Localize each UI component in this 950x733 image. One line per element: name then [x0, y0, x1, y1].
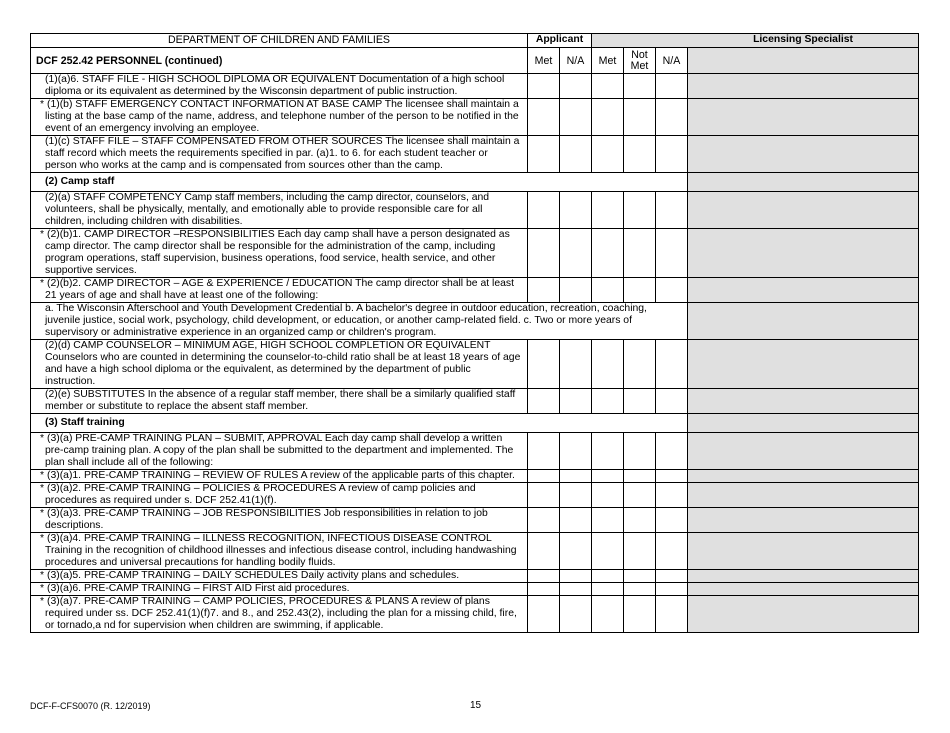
specialist-not-met-box[interactable] [624, 433, 656, 470]
specialist-na-box[interactable] [656, 596, 688, 633]
specialist-na-box[interactable] [656, 508, 688, 533]
section-row [31, 173, 919, 192]
requirement-text: (3)(a)4. PRE-CAMP TRAINING – ILLNESS RECOGNITION, INFECTIOUS DISEASE CONTROL Training in the recognition of childhood illnesses and infectious disease control, including handwashing procedures and universal precautions for handling bodily fluids. [45, 533, 517, 568]
specialist-not-met-box[interactable] [624, 340, 656, 389]
applicant-met-box[interactable] [528, 136, 560, 173]
requirement-text-cell [31, 278, 528, 303]
specialist-na-box[interactable] [656, 583, 688, 596]
note-row [31, 303, 919, 340]
applicant-na-box[interactable] [560, 389, 592, 414]
requirement-text-cell [31, 470, 528, 483]
applicant-na-box[interactable] [560, 483, 592, 508]
specialist-notes-cell[interactable] [688, 483, 919, 508]
applicant-met-box[interactable] [528, 470, 560, 483]
specialist-met-box[interactable] [592, 570, 624, 583]
specialist-not-met-box[interactable] [624, 583, 656, 596]
requirement-row [31, 192, 919, 229]
specialist-na-box[interactable] [656, 99, 688, 136]
specialist-notes-header [688, 48, 919, 74]
applicant-na-box[interactable] [560, 99, 592, 136]
specialist-met-box[interactable] [592, 596, 624, 633]
specialist-notes-cell[interactable] [688, 229, 919, 278]
requirement-row [31, 74, 919, 99]
specialist-not-met-box[interactable] [624, 74, 656, 99]
specialist-met-box[interactable] [592, 99, 624, 136]
specialist-met-box[interactable] [592, 470, 624, 483]
requirement-text: (1)(b) STAFF EMERGENCY CONTACT INFORMATION AT BASE CAMP The licensee shall maintain a listing at the base camp of the name, address, and telephone number of the person to be notified in the event of an emergency involving an employee. [45, 99, 519, 134]
requirement-text: (2)(b)2. CAMP DIRECTOR – AGE & EXPERIENCE / EDUCATION The camp director shall be at least 21 years of age and shall have at least one of the following: [45, 278, 514, 301]
specialist-na-box[interactable] [656, 389, 688, 414]
specialist-met-box[interactable] [592, 533, 624, 570]
specialist-notes-cell[interactable] [688, 74, 919, 99]
specialist-notes-cell[interactable] [688, 340, 919, 389]
specialist-na-box[interactable] [656, 433, 688, 470]
requirement-row [31, 99, 919, 136]
applicant-na-box[interactable] [560, 340, 592, 389]
requirement-text: (3)(a)6. PRE-CAMP TRAINING – FIRST AID First aid procedures. [47, 583, 350, 594]
specialist-notes-cell[interactable] [688, 192, 919, 229]
section-heading: (3) Staff training [31, 414, 688, 433]
applicant-na-box[interactable] [560, 596, 592, 633]
applicant-met-box[interactable] [528, 389, 560, 414]
section-title: DCF 252.42 PERSONNEL (continued) [31, 48, 528, 74]
specialist-na-box[interactable] [656, 483, 688, 508]
requirement-text-cell [31, 596, 528, 633]
specialist-met-box[interactable] [592, 74, 624, 99]
checklist-table [30, 33, 919, 633]
specialist-notes-cell[interactable] [688, 99, 919, 136]
header-row [31, 34, 919, 48]
applicant-met-box[interactable] [528, 99, 560, 136]
critical-asterisk: * [39, 508, 45, 519]
section-heading: (2) Camp staff [31, 173, 688, 192]
specialist-notes-cell[interactable] [688, 278, 919, 303]
specialist-na-box[interactable] [656, 136, 688, 173]
specialist-met-box[interactable] [592, 389, 624, 414]
requirement-text: (2)(d) CAMP COUNSELOR – MINIMUM AGE, HIGH SCHOOL COMPLETION OR EQUIVALENT Counselors who are counted in determining the counselor-to-child ratio shall be at least 18 years of age and have a high school diploma or the equivalent, as determined by the department of public instruction. [45, 340, 521, 387]
specialist-met-box[interactable] [592, 433, 624, 470]
specialist-notes-cell [688, 303, 919, 340]
applicant-met-box[interactable] [528, 192, 560, 229]
specialist-met-box[interactable] [592, 583, 624, 596]
specialist-na-box[interactable] [656, 533, 688, 570]
specialist-na-box[interactable] [656, 470, 688, 483]
section-row [31, 414, 919, 433]
specialist-not-met-box[interactable] [624, 389, 656, 414]
applicant-na-box[interactable] [560, 583, 592, 596]
specialist-na-box[interactable] [656, 340, 688, 389]
applicant-met-box[interactable] [528, 596, 560, 633]
not-met-line-1: Not [631, 48, 648, 61]
specialist-not-met-box[interactable] [624, 192, 656, 229]
requirement-text-cell [31, 136, 528, 173]
specialist-notes-cell[interactable] [688, 389, 919, 414]
requirement-text: (3)(a) PRE-CAMP TRAINING PLAN – SUBMIT, APPROVAL Each day camp shall develop a written pre-camp training plan. A copy of the plan shall be submitted to the department and implemented. The plan shall include all of the following: [45, 433, 514, 468]
critical-asterisk: * [39, 483, 45, 494]
not-met-line-2: Met [630, 59, 649, 72]
requirement-row [31, 229, 919, 278]
specialist-notes-cell [688, 414, 919, 433]
specialist-notes-cell[interactable] [688, 470, 919, 483]
applicant-na-box[interactable] [560, 508, 592, 533]
requirement-text-cell [31, 570, 528, 583]
specialist-notes-cell[interactable] [688, 533, 919, 570]
critical-asterisk: * [39, 470, 45, 481]
specialist-not-met-box[interactable] [624, 136, 656, 173]
specialist-notes-cell[interactable] [688, 433, 919, 470]
requirement-text-cell [31, 74, 528, 99]
specialist-na-box[interactable] [656, 570, 688, 583]
specialist-not-met-box[interactable] [624, 570, 656, 583]
requirement-row [31, 508, 919, 533]
requirement-text-cell [31, 192, 528, 229]
licensing-specialist-label: Licensing Specialist [753, 34, 853, 45]
specialist-not-met-box[interactable] [624, 470, 656, 483]
critical-asterisk: * [39, 433, 45, 444]
applicant-na-header: N/A [560, 48, 592, 74]
specialist-na-box[interactable] [656, 192, 688, 229]
specialist-met-box[interactable] [592, 136, 624, 173]
specialist-na-box[interactable] [656, 74, 688, 99]
specialist-notes-cell [688, 173, 919, 192]
critical-asterisk: * [39, 570, 45, 581]
applicant-met-box[interactable] [528, 340, 560, 389]
applicant-met-box[interactable] [528, 74, 560, 99]
requirement-text-cell [31, 229, 528, 278]
requirement-text: (3)(a)3. PRE-CAMP TRAINING – JOB RESPONSIBILITIES Job responsibilities in relation to job descriptions. [45, 508, 488, 531]
specialist-na-box[interactable] [656, 278, 688, 303]
specialist-not-met-box[interactable] [624, 508, 656, 533]
applicant-met-box[interactable] [528, 508, 560, 533]
applicant-met-box[interactable] [528, 433, 560, 470]
applicant-met-box[interactable] [528, 570, 560, 583]
specialist-notes-cell[interactable] [688, 596, 919, 633]
specialist-met-box[interactable] [592, 192, 624, 229]
requirement-row [31, 470, 919, 483]
specialist-notes-cell[interactable] [688, 508, 919, 533]
specialist-met-box[interactable] [592, 508, 624, 533]
applicant-na-box[interactable] [560, 192, 592, 229]
specialist-not-met-box[interactable] [624, 483, 656, 508]
critical-asterisk: * [39, 229, 45, 240]
requirement-row [31, 136, 919, 173]
specialist-na-header: N/A [656, 48, 688, 74]
applicant-na-box[interactable] [560, 229, 592, 278]
critical-asterisk: * [39, 278, 45, 289]
requirement-text-cell [31, 433, 528, 470]
requirement-row [31, 596, 919, 633]
specialist-met-box[interactable] [592, 340, 624, 389]
requirement-text: (2)(b)1. CAMP DIRECTOR –RESPONSIBILITIES Each day camp shall have a person designated as camp director. The camp director shall be responsible for the administration of the camp, including program operations, staff supervision, business operations, food service, health service, and other supportive services. [45, 229, 510, 276]
critical-asterisk: * [39, 99, 45, 110]
requirement-text: (1)(a)6. STAFF FILE - HIGH SCHOOL DIPLOMA OR EQUIVALENT Documentation of a high school diploma or its equivalent as determined by the Wisconsin department of public instruction. [45, 74, 505, 97]
requirement-row [31, 433, 919, 470]
requirement-row [31, 278, 919, 303]
specialist-notes-cell[interactable] [688, 136, 919, 173]
specialist-not-met-box[interactable] [624, 278, 656, 303]
specialist-not-met-box[interactable] [624, 99, 656, 136]
applicant-na-box[interactable] [560, 136, 592, 173]
licensing-specialist-header [592, 34, 919, 48]
requirement-text: (3)(a)5. PRE-CAMP TRAINING – DAILY SCHEDULES Daily activity plans and schedules. [47, 570, 460, 581]
specialist-na-box[interactable] [656, 229, 688, 278]
requirement-text-cell [31, 340, 528, 389]
column-header-row [31, 48, 919, 74]
critical-asterisk: * [39, 596, 45, 607]
specialist-not-met-box[interactable] [624, 533, 656, 570]
applicant-met-box[interactable] [528, 278, 560, 303]
critical-asterisk: * [39, 533, 45, 544]
requirement-text: (3)(a)7. PRE-CAMP TRAINING – CAMP POLICIES, PROCEDURES & PLANS A review of plans required under ss. DCF 252.41(1)(f)7. and 8., and 252.43(2), including the plan for a missing child, fire, or tornado,a nd for supervision when children are swimming, if applicable. [45, 596, 517, 631]
requirement-text: (2)(a) STAFF COMPETENCY Camp staff members, including the camp director, counselors, and volunteers, shall be physically, mentally, and emotionally able to provide responsible care for all children, including children with disabilities. [45, 192, 490, 227]
requirement-row [31, 340, 919, 389]
requirement-row [31, 570, 919, 583]
requirement-row [31, 483, 919, 508]
requirement-note: a. The Wisconsin Afterschool and Youth Development Credential b. A bachelor's degree in outdoor education, recreation, coaching, juvenile justice, social work, psychology, child development, or education, or another camp-related field. c. Two or more years of supervisory or administrative experience in an organized camp or children's program. [31, 303, 688, 340]
applicant-na-box[interactable] [560, 74, 592, 99]
requirement-text-cell [31, 389, 528, 414]
applicant-met-header: Met [528, 48, 560, 74]
requirement-text: (3)(a)1. PRE-CAMP TRAINING – REVIEW OF RULES A review of the applicable parts of this chapter. [47, 470, 515, 481]
applicant-met-box[interactable] [528, 483, 560, 508]
applicant-na-box[interactable] [560, 533, 592, 570]
critical-asterisk: * [39, 583, 45, 594]
applicant-header: Applicant [528, 34, 592, 48]
requirement-text: (1)(c) STAFF FILE – STAFF COMPENSATED FROM OTHER SOURCES The licensee shall maintain a staff record which meets the requirements specified in par. (a)1. to 6. for each student teacher or person who works at the camp and is compensated from sources other than the camp. [45, 136, 520, 171]
specialist-not-met-box[interactable] [624, 229, 656, 278]
specialist-met-box[interactable] [592, 483, 624, 508]
applicant-met-box[interactable] [528, 533, 560, 570]
applicant-na-box[interactable] [560, 470, 592, 483]
specialist-notes-cell[interactable] [688, 570, 919, 583]
page-number: 15 [470, 700, 482, 711]
specialist-not-met-box[interactable] [624, 596, 656, 633]
requirement-row [31, 389, 919, 414]
form-id: DCF-F-CFS0070 (R. 12/2019) [30, 701, 151, 711]
requirement-text-cell [31, 508, 528, 533]
applicant-na-box[interactable] [560, 278, 592, 303]
requirement-text-cell [31, 99, 528, 136]
requirement-text: (2)(e) SUBSTITUTES In the absence of a regular staff member, there shall be a similarly qualified staff member or substitute to replace the absent staff member. [45, 389, 516, 412]
applicant-met-box[interactable] [528, 229, 560, 278]
specialist-not-met-header [624, 48, 656, 74]
requirement-row [31, 533, 919, 570]
requirement-text-cell [31, 583, 528, 596]
requirement-text: (3)(a)2. PRE-CAMP TRAINING – POLICIES & PROCEDURES A review of camp policies and procedures as required under s. DCF 252.41(1)(f). [45, 483, 476, 506]
applicant-na-box[interactable] [560, 433, 592, 470]
specialist-notes-cell[interactable] [688, 583, 919, 596]
specialist-met-box[interactable] [592, 278, 624, 303]
requirement-text-cell [31, 533, 528, 570]
applicant-na-box[interactable] [560, 570, 592, 583]
specialist-met-box[interactable] [592, 229, 624, 278]
specialist-met-header: Met [592, 48, 624, 74]
requirement-row [31, 583, 919, 596]
requirement-text-cell [31, 483, 528, 508]
department-title: DEPARTMENT OF CHILDREN AND FAMILIES [31, 34, 528, 48]
applicant-met-box[interactable] [528, 583, 560, 596]
